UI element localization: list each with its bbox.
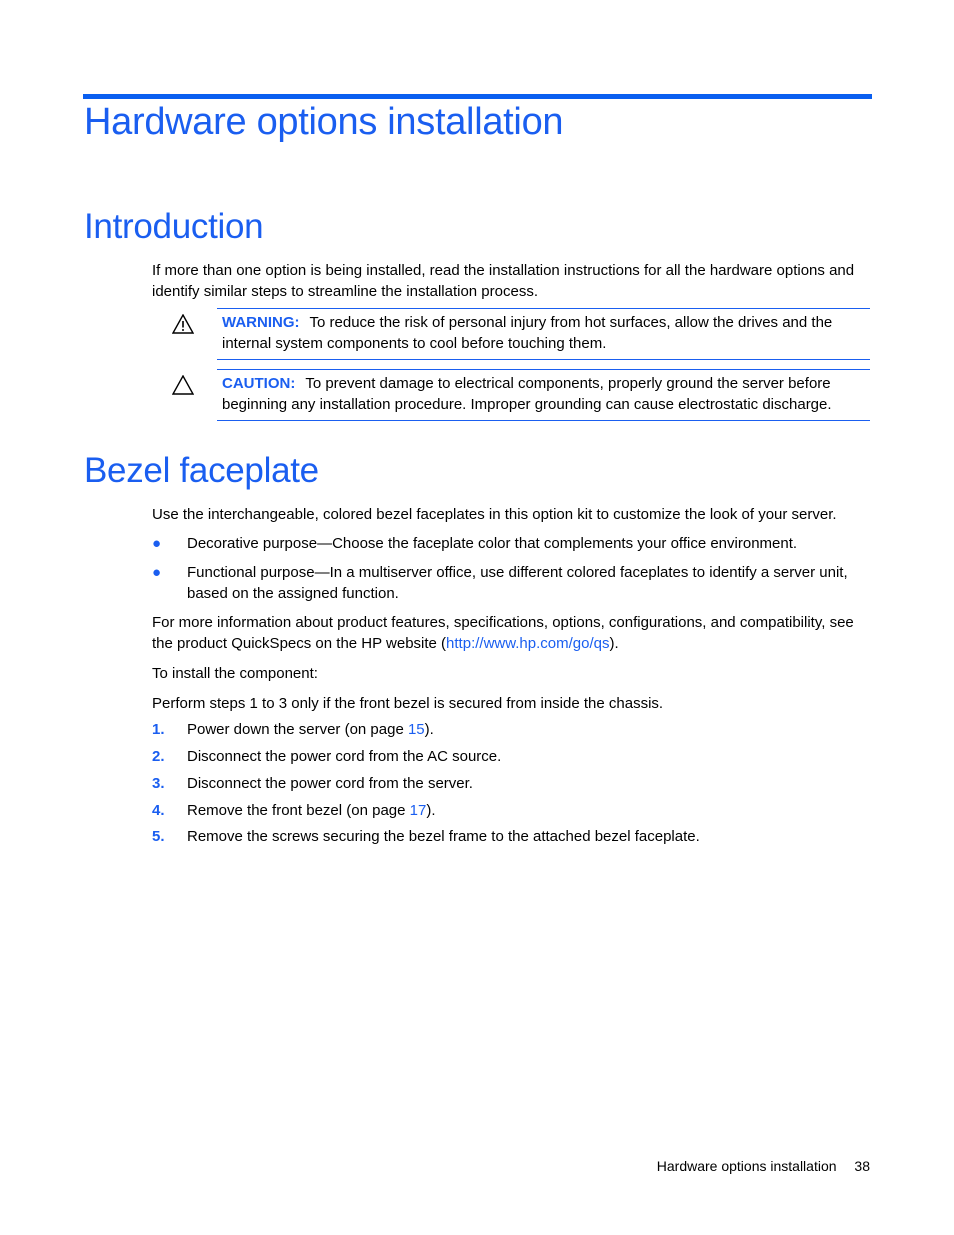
bullet-icon: ● <box>152 535 162 552</box>
step-text-end: ). <box>424 721 434 738</box>
step-number: 3. <box>152 775 165 792</box>
caution-label: CAUTION: <box>222 375 296 392</box>
bullet-text: Decorative purpose—Choose the faceplate color that complements your office environment. <box>187 535 798 552</box>
bezel-heading: Bezel faceplate <box>84 451 319 490</box>
step-text <box>187 800 872 821</box>
step-number: 2. <box>152 748 165 765</box>
more-info-text: For more information about product features, specifications, options, configurations, and compatibility, see the product QuickSpecs on the HP website ( <box>152 614 854 652</box>
warning-notice <box>217 308 870 360</box>
step-text-main: Remove the front bezel (on page <box>187 802 410 819</box>
intro-heading: Introduction <box>84 207 264 246</box>
warning-label: WARNING: <box>222 314 300 331</box>
footer-section: Hardware options installation <box>656 1158 837 1174</box>
page-link-15[interactable]: 15 <box>407 721 425 738</box>
page-link-17[interactable]: 17 <box>409 802 427 819</box>
quickspecs-link[interactable]: http://www.hp.com/go/qs <box>446 635 610 652</box>
warning-text: To reduce the risk of personal injury from hot surfaces, allow the drives and the internal system components to cool before touching them. <box>222 314 833 352</box>
step-number: 4. <box>152 802 165 819</box>
bezel-paragraph: Use the interchangeable, colored bezel faceplates in this option kit to customize the look of your server. <box>152 506 837 523</box>
step-text <box>187 719 872 740</box>
bullet-icon: ● <box>152 564 162 581</box>
step-number: 5. <box>152 828 165 845</box>
step-number: 1. <box>152 721 165 738</box>
install-intro: To install the component: <box>152 665 318 682</box>
chapter-rule <box>83 94 872 99</box>
warning-icon <box>172 314 194 334</box>
page-footer <box>657 1158 870 1174</box>
step-text-end: ). <box>426 802 436 819</box>
step-text: Disconnect the power cord from the AC source. <box>187 748 502 765</box>
steps-note: Perform steps 1 to 3 only if the front bezel is secured from inside the chassis. <box>152 695 664 712</box>
caution-icon <box>172 375 194 395</box>
step-text-main: Power down the server (on page <box>187 721 408 738</box>
step-text: Remove the screws securing the bezel frame to the attached bezel faceplate. <box>187 828 700 845</box>
caution-notice <box>217 369 870 421</box>
more-info-end: ). <box>609 635 619 652</box>
intro-paragraph: If more than one option is being installed, read the installation instructions for all the hardware options and identify similar steps to streamline the installation process. <box>152 262 855 300</box>
bullet-text: Functional purpose—In a multiserver office, use different colored faceplates to identify a server unit, based on the assigned function. <box>187 564 848 602</box>
more-info-paragraph <box>152 612 872 654</box>
page-number: 38 <box>854 1158 870 1174</box>
chapter-title: Hardware options installation <box>84 101 564 143</box>
step-text: Disconnect the power cord from the server. <box>187 775 473 792</box>
caution-text: To prevent damage to electrical components, properly ground the server before beginning any installation procedure. Improper grounding can cause electrostatic discharge. <box>222 375 832 413</box>
